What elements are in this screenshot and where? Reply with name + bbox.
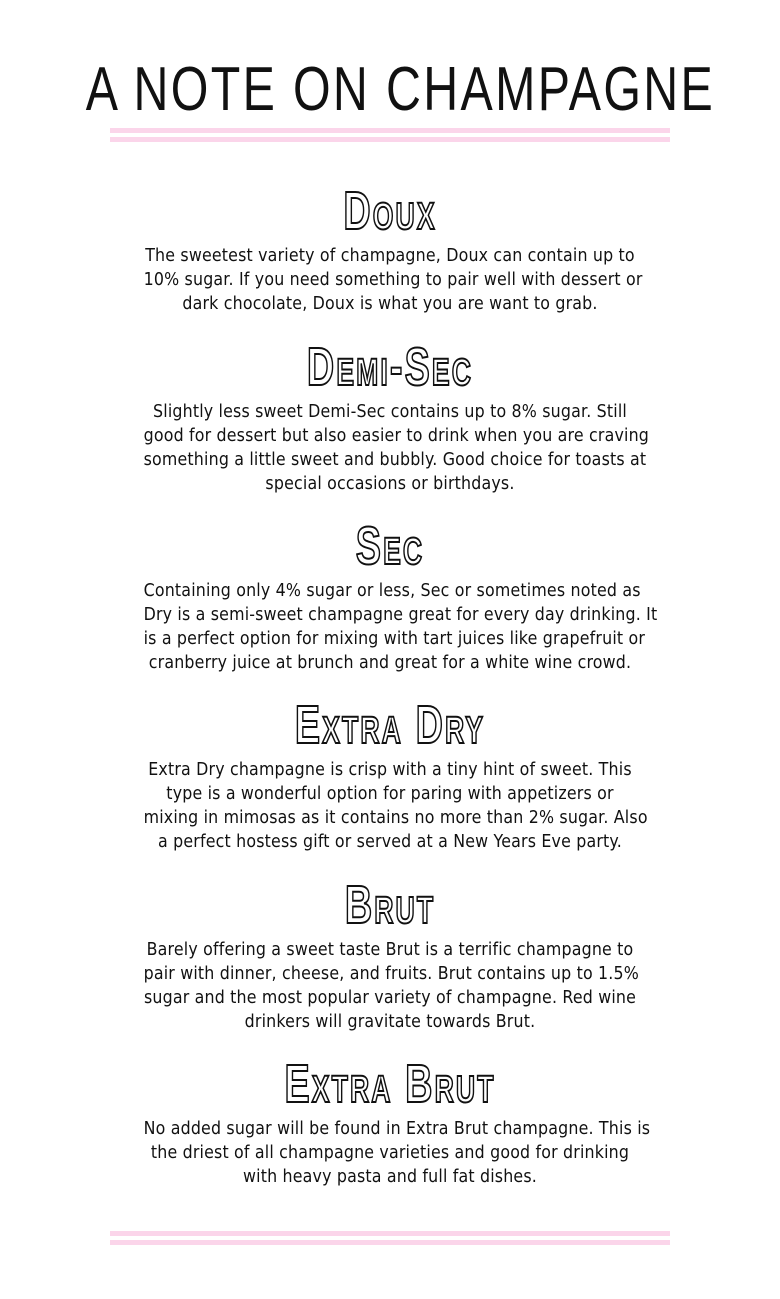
description-line: Dry is a semi-sweet champagne great for every day drinking. It: [143, 604, 658, 625]
top-divider: [110, 128, 670, 144]
section-doux: [130, 180, 650, 316]
description-line: drinkers will gravitate towards Brut.: [244, 1011, 536, 1032]
section-brut: [130, 874, 650, 1034]
section-demi-sec: [130, 336, 650, 496]
description-line: type is a wonderful option for paring with appetizers or: [166, 783, 614, 804]
section-heading: Extra Brut: [284, 1054, 496, 1114]
section-heading: Extra Dry: [294, 695, 486, 755]
section-heading: Doux: [343, 181, 437, 241]
description-line: something a little sweet and bubbly. Good choice for toasts at: [143, 449, 647, 470]
section-description: [143, 579, 658, 675]
description-line: Barely offering a sweet taste Brut is a terrific champagne to: [146, 939, 634, 960]
description-line: Containing only 4% sugar or less, Sec or sometimes noted as: [143, 580, 641, 601]
section-extra-brut: [130, 1053, 650, 1189]
section-extra-dry: [130, 694, 650, 854]
bottom-divider-stripe: [110, 1240, 670, 1245]
description-line: cranberry juice at brunch and great for a white wine crowd.: [148, 652, 632, 673]
bottom-divider: [110, 1231, 670, 1247]
section-description: [143, 400, 650, 496]
description-line: 10% sugar. If you need something to pair well with dessert or: [143, 269, 643, 290]
bottom-divider-stripe: [110, 1231, 670, 1236]
section-heading: Sec: [355, 516, 425, 576]
top-divider-stripe: [110, 137, 670, 142]
description-line: No added sugar will be found in Extra Brut champagne. This is: [143, 1118, 651, 1139]
section-description: [144, 938, 637, 1034]
description-line: mixing in mimosas as it contains no more than 2% sugar. Also: [143, 807, 648, 828]
description-line: is a perfect option for mixing with tart juices like grapefruit or: [143, 628, 646, 649]
section-heading: Brut: [344, 875, 436, 935]
description-line: sugar and the most popular variety of champagne. Red wine: [143, 987, 637, 1008]
description-line: good for dessert but also easier to drink when you are craving: [143, 425, 650, 446]
description-line: with heavy pasta and full fat dishes.: [242, 1166, 538, 1187]
section-sec: [130, 515, 658, 675]
section-description: [143, 1117, 651, 1189]
section-heading: Demi-Sec: [306, 337, 474, 397]
description-line: pair with dinner, cheese, and fruits. Brut contains up to 1.5%: [143, 963, 639, 984]
description-line: a perfect hostess gift or served at a New Years Eve party.: [158, 831, 622, 852]
description-line: dark chocolate, Doux is what you are want to grab.: [182, 293, 598, 314]
description-line: Slightly less sweet Demi-Sec contains up to 8% sugar. Still: [153, 401, 627, 422]
description-line: The sweetest variety of champagne, Doux can contain up to: [145, 245, 635, 266]
section-description: [143, 758, 648, 854]
description-line: special occasions or birthdays.: [265, 473, 515, 494]
top-divider-stripe: [110, 128, 670, 133]
description-line: the driest of all champagne varieties and good for drinking: [150, 1142, 630, 1163]
description-line: Extra Dry champagne is crisp with a tiny hint of sweet. This: [148, 759, 632, 780]
page-title: A NOTE ON CHAMPAGNE: [85, 55, 716, 124]
section-description: [143, 244, 643, 316]
